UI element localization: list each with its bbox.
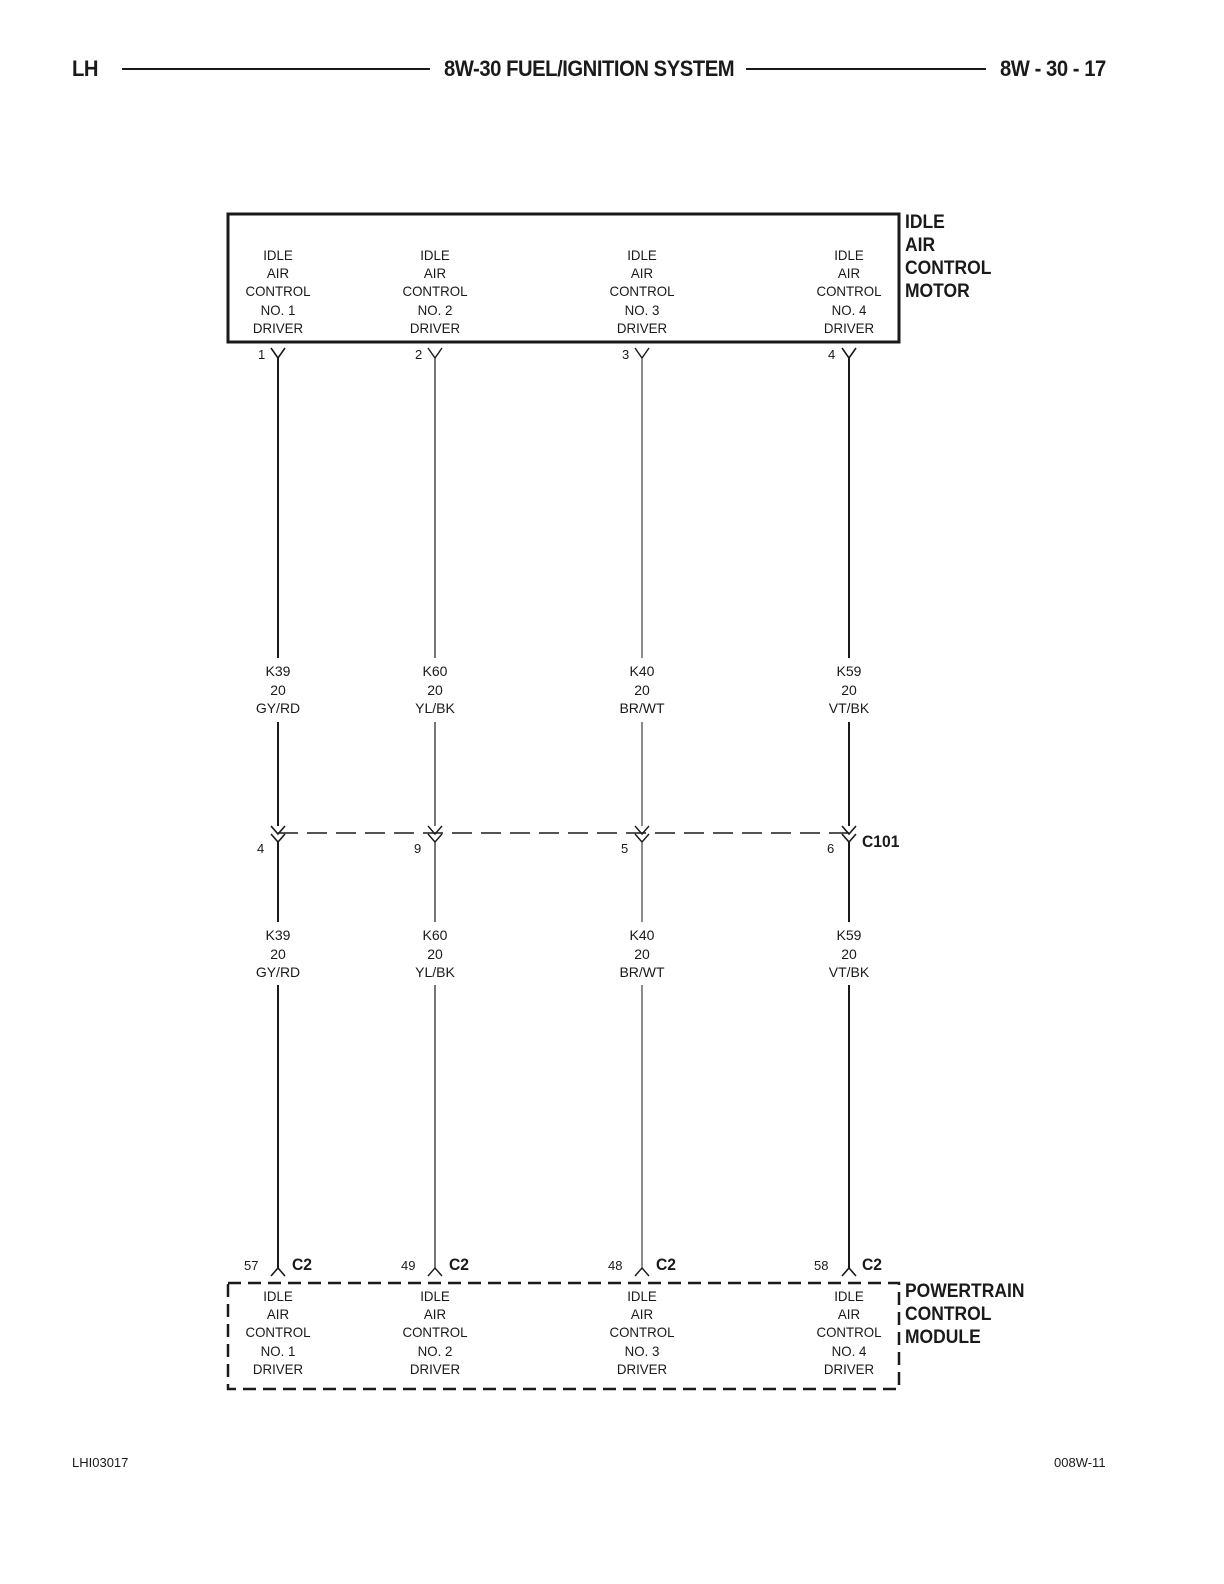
wire-color: GY/RD — [255, 700, 301, 716]
wire-label-upper-1 — [243, 662, 313, 718]
pcm-function-2: IDLE AIR CONTROL NO. 2 DRIVER — [402, 1288, 468, 1377]
motor-pin-1: 1 — [258, 347, 266, 362]
page-number: 8W - 30 - 17 — [1000, 56, 1106, 81]
pcm-pin-1: 57 — [244, 1258, 259, 1273]
wire-code: K60 — [422, 927, 448, 943]
pcm-pin-3: 48 — [608, 1258, 623, 1273]
wire-code: K59 — [836, 927, 862, 943]
wire-label-upper-4 — [814, 662, 884, 718]
c101-pin-2: 9 — [414, 841, 422, 856]
c101-pin-1: 4 — [257, 841, 265, 856]
wire-color: BR/WT — [619, 700, 665, 716]
wire-gauge: 20 — [427, 945, 443, 962]
motor-function-4: IDLE AIR CONTROL NO. 4 DRIVER — [816, 247, 882, 336]
pcm-function-4: IDLE AIR CONTROL NO. 4 DRIVER — [816, 1288, 882, 1377]
wire-label-upper-2 — [400, 662, 470, 718]
wire-label-lower-1 — [243, 926, 313, 982]
page-side-label: LH — [72, 56, 99, 81]
pcm-function-3: IDLE AIR CONTROL NO. 3 DRIVER — [609, 1288, 675, 1377]
pcm-connector-label-1: C2 — [292, 1255, 312, 1274]
circuit-k59 — [842, 348, 856, 1276]
wire-code: K40 — [629, 927, 655, 943]
wire-gauge: 20 — [634, 945, 650, 962]
wire-gauge: 20 — [270, 945, 286, 962]
wire-color: YL/BK — [415, 700, 455, 716]
wire-label-upper-3 — [607, 662, 677, 718]
pcm-connector-label-2: C2 — [449, 1255, 469, 1274]
pcm-function-1: IDLE AIR CONTROL NO. 1 DRIVER — [245, 1288, 311, 1377]
wire-color: VT/BK — [828, 964, 870, 980]
wire-code: K60 — [422, 663, 448, 679]
wire-gauge: 20 — [427, 681, 443, 698]
motor-pin-4: 4 — [828, 347, 836, 362]
wire-label-lower-4 — [814, 926, 884, 982]
pcm-component-box — [228, 1283, 899, 1389]
motor-component-box — [228, 214, 899, 342]
wire-code: K39 — [265, 663, 291, 679]
wire-color: BR/WT — [619, 964, 665, 980]
wire-gauge: 20 — [270, 681, 286, 698]
wire-gauge: 20 — [841, 681, 857, 698]
pcm-pin-4: 58 — [814, 1258, 829, 1273]
motor-component-name: IDLE AIR CONTROL MOTOR — [905, 212, 992, 302]
wire-color: YL/BK — [415, 964, 455, 980]
wire-label-lower-3 — [607, 926, 677, 982]
wire-color: VT/BK — [828, 700, 870, 716]
wire-color: GY/RD — [255, 964, 301, 980]
page-title: 8W-30 FUEL/IGNITION SYSTEM — [444, 56, 735, 81]
wire-gauge: 20 — [634, 681, 650, 698]
wire-label-lower-2 — [400, 926, 470, 982]
wire-code: K39 — [265, 927, 291, 943]
motor-function-3: IDLE AIR CONTROL NO. 3 DRIVER — [609, 247, 675, 336]
circuit-k60 — [428, 348, 442, 1276]
circuit-k40 — [635, 348, 649, 1276]
pcm-connector-label-4: C2 — [862, 1255, 882, 1274]
motor-function-1: IDLE AIR CONTROL NO. 1 DRIVER — [245, 247, 311, 336]
motor-pin-2: 2 — [415, 347, 423, 362]
c101-pin-3: 5 — [621, 841, 629, 856]
wire-code: K40 — [629, 663, 655, 679]
c101-connector-name: C101 — [862, 832, 900, 851]
wire-code: K59 — [836, 663, 862, 679]
c101-pin-4: 6 — [827, 841, 835, 856]
circuit-k39 — [271, 348, 285, 1276]
motor-pin-3: 3 — [622, 347, 630, 362]
motor-function-2: IDLE AIR CONTROL NO. 2 DRIVER — [402, 247, 468, 336]
pcm-component-name: POWERTRAIN CONTROL MODULE — [905, 1281, 1025, 1348]
pcm-pin-2: 49 — [401, 1258, 416, 1273]
figure-id: LHI03017 — [72, 1455, 129, 1470]
figure-code: 008W-11 — [1054, 1455, 1106, 1470]
wire-gauge: 20 — [841, 945, 857, 962]
pcm-connector-label-3: C2 — [656, 1255, 676, 1274]
